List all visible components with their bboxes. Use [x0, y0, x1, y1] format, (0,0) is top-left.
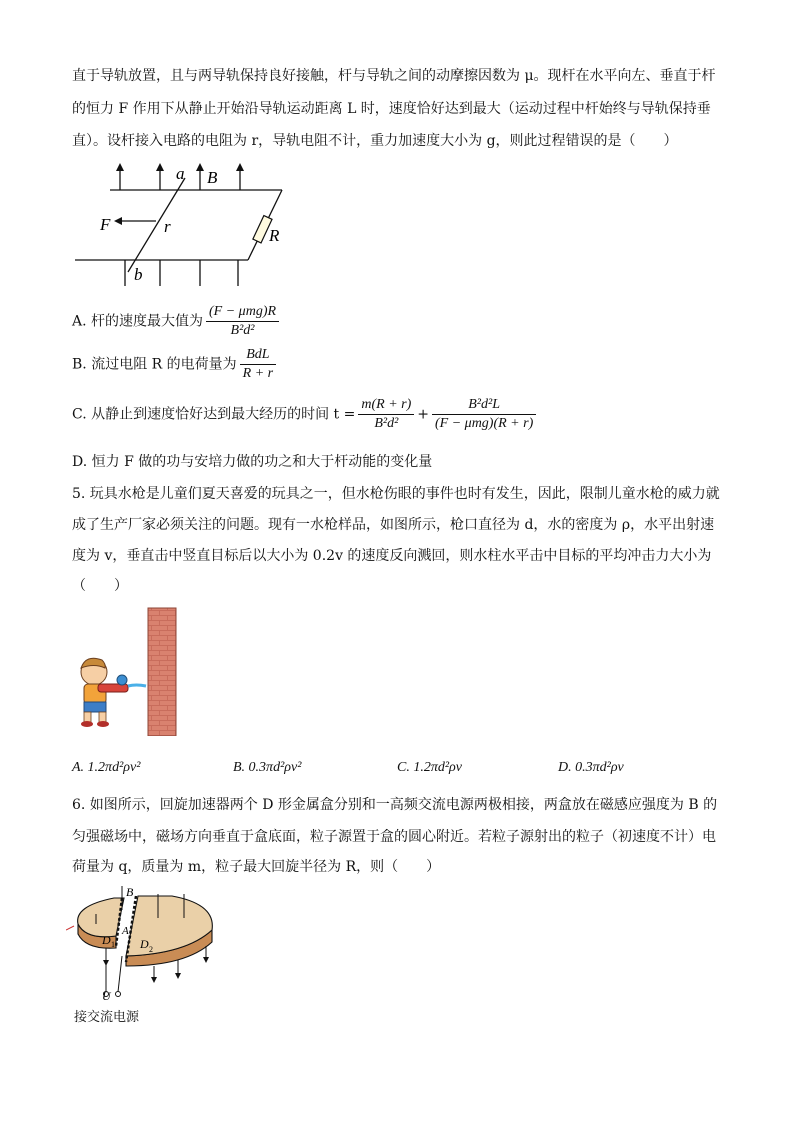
q6-line-1: 6. 如图所示，回旋加速器两个 D 形金属盒分别和一高频交流电源两极相接，两盒放在磁感应强度为 B 的 [72, 797, 718, 813]
q4-option-b[interactable]: B. 流过电阻 R 的电荷量为 $\frac{\text{BdL}}{R + r}$ [72, 346, 279, 383]
q5-option-b[interactable]: B. 0.3πd²ρv² [233, 760, 302, 775]
label-F: F [100, 215, 111, 234]
fraction: $\frac{\text{B²d²L}}{\text{(F − μmg)(R + r)}}$ [432, 396, 536, 433]
label-R: R [269, 226, 280, 245]
q5-option-a[interactable]: A. 1.2πd²ρv² [72, 760, 141, 775]
cyclotron-figure [66, 884, 226, 1004]
q4-option-d[interactable]: D. 恒力 F 做的功与安培力做的功之和大于杆动能的变化量 [72, 454, 433, 470]
label-a: a [176, 164, 185, 183]
q5-option-d[interactable]: D. 0.3πd²ρv [558, 760, 624, 775]
q5-line-3: 度为 v，垂直击中竖直目标后以大小为 0.2v 的速度反向溅回，则水柱水平击中目标的平均冲击力大小为 [72, 548, 712, 564]
label-D1-sub: 1 [111, 940, 115, 949]
rail-rod-figure [70, 160, 300, 300]
label-r: r [164, 217, 171, 236]
water-gun-figure [72, 606, 182, 736]
q6-line-3: 荷量为 q，质量为 m，粒子最大回旋半径为 R，则（ ） [72, 859, 441, 875]
label-B: B [126, 885, 134, 899]
fraction: $\frac{\text{(F − μmg)R}}{\text{B²d²}}$ [206, 303, 279, 340]
fraction: $\frac{m(R + r)}{\text{B²d²}}$ [358, 396, 414, 433]
q4-option-a[interactable]: A. 杆的速度最大值为 $\frac{\text{(F − μmg)R}}{\text{B²d²}}$ [72, 303, 282, 340]
q6-line-2: 匀强磁场中，磁场方向垂直于盒底面，粒子源置于盒的圆心附近。若粒子源射出的粒子（初速度不计）电 [72, 829, 716, 845]
q4-option-c[interactable]: C. 从静止到速度恰好达到最大经历的时间 t = $\frac{m(R + r)}{\text{B²d²}}$ + $\frac{\text{B²d²L}}{\text{(F − μmg)(R + r)}}$ [72, 396, 539, 433]
q4-line-3: 直）。设杆接入电路的电阻为 r，导轨电阻不计，重力加速度大小为 g，则此过程错误的是（ ） [72, 133, 678, 149]
fraction: $\frac{\text{BdL}}{R + r}$ [240, 346, 276, 383]
q5-line-2: 成了生产厂家必须关注的问题。现有一水枪样品，如图所示，枪口直径为 d，水的密度为 ρ，水平出射速 [72, 517, 715, 533]
label-A: A [122, 925, 129, 937]
label-D2: D [140, 937, 149, 951]
label-U: U [102, 989, 111, 1003]
q4-line-1: 直于导轨放置，且与两导轨保持良好接触，杆与导轨之间的动摩擦因数为 μ。现杆在水平向左、垂直于杆 [72, 68, 716, 84]
label-b: b [134, 265, 143, 284]
figure-caption: 接交流电源 [74, 1010, 140, 1025]
q5-line-1: 5. 玩具水枪是儿童们夏天喜爱的玩具之一，但水枪伤眼的事件也时有发生，因此，限制儿童水枪的威力就 [72, 486, 720, 502]
label-D1: D [102, 933, 111, 947]
label-B: B [207, 168, 218, 187]
q5-option-c[interactable]: C. 1.2πd²ρv [397, 760, 462, 775]
q4-line-2: 的恒力 F 作用下从静止开始沿导轨运动距离 L 时，速度恰好达到最大（运动过程中杆始终与导轨保持垂 [72, 101, 711, 117]
q5-line-4: （ ） [72, 578, 128, 594]
label-D2-sub: 2 [149, 945, 153, 954]
